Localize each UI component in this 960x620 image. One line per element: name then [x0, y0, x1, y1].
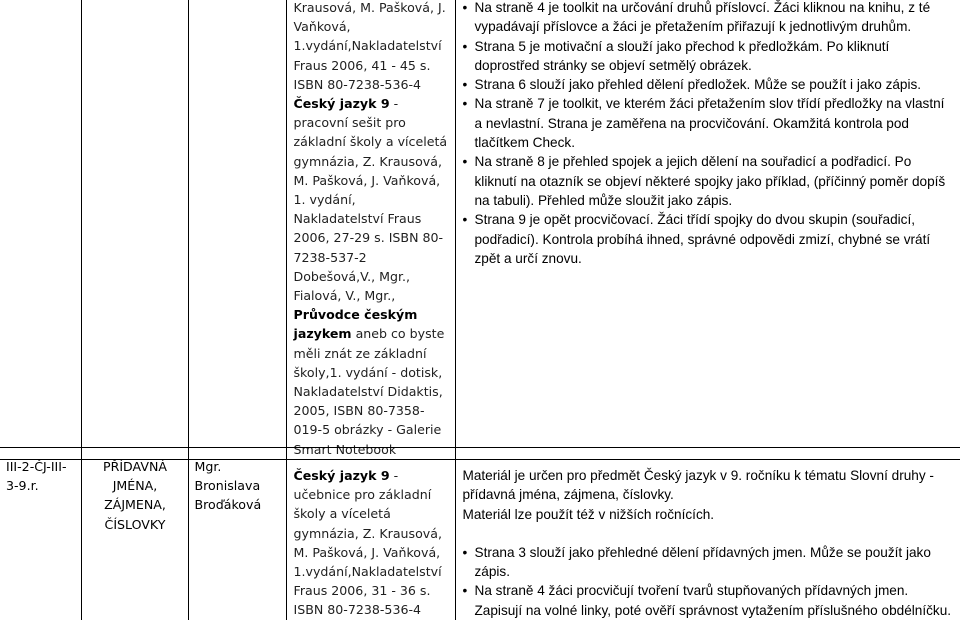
- list-item: • Na straně 7 je toolkit, ve kterém žáci přetažením slov třídí předložky na vlastní a nevlastní. Strana je zaměřena na procvičování. Okamžitá kontrola pod tlačítkem Check.: [463, 94, 956, 152]
- book-title: Český jazyk 9: [294, 468, 390, 483]
- list-item: • Strana 6 slouží jako přehled dělení předložek. Může se použít i jako zápis.: [463, 75, 956, 94]
- list-item: • Na straně 8 je přehled spojek a jejich dělení na souřadicí a podřadicí. Po kliknutí na otazník se objeví některé spojky jako příklad, (příčinný poměr dopíš na tabuli). Přehled může sloužit jako zápis.: [463, 152, 956, 210]
- description-list: [463, 543, 956, 620]
- topic-title: PŘÍDAVNÁ JMÉNA, ZÁJMENA, ČÍSLOVKY: [103, 459, 167, 532]
- intro-text: Materiál lze použít též v nižších ročnících.: [463, 505, 956, 524]
- topic-cell: [81, 0, 188, 459]
- author-cell: [188, 0, 286, 459]
- list-item: • Strana 9 je opět procvičovací. Žáci třídí spojky do dvou skupin (souřadicí, podřadicí). Kontrola probíhá ihned, správné odpovědi zmizí, chybné se vrátí zpět a určí znovu.: [463, 210, 956, 268]
- intro-text: Materiál je určen pro předmět Český jazyk v 9. ročníku k tématu Slovní druhy - přídavná jména, zájmena, číslovky.: [463, 466, 956, 505]
- topic-cell: [81, 448, 188, 620]
- source-text: - pracovní sešit pro základní školy a víceletá gymnázia, Z. Krausová, M. Pašková, J. Vaňková, 1. vydání, Nakladatelství Fraus 2006, 27-29 s. ISBN 80-7238-537-2 Dobešová,V., Mgr., Fialová, V., Mgr.,: [294, 96, 448, 303]
- source-text: Krausová, M. Pašková, J. Vaňková, 1.vydání,Nakladatelství Fraus 2006, 41 - 45 s. ISBN 80-7238-536-4: [294, 0, 446, 92]
- source-text: aneb co byste měli znát ze základní školy,1. vydání - dotisk, Nakladatelství Didaktis, 2005, ISBN 80-7358-019-5 obrázky - Galerie Smart Notebook: [294, 326, 445, 456]
- materials-table-bottom: [0, 447, 960, 620]
- code-cell: [0, 448, 81, 620]
- description-cell: [455, 0, 960, 459]
- sources-cell: [286, 0, 455, 459]
- book-title: Český jazyk 9: [294, 96, 390, 111]
- source-text: - učebnice pro základní školy a víceletá gymnázia, Z. Krausová, M. Pašková, J. Vaňková, 1.vydání,Nakladatelství Fraus 2006, 31 - 36 s. ISBN 80-7238-536-4: [294, 468, 442, 617]
- list-item: • Strana 3 slouží jako přehledné dělení přídavných jmen. Může se použít jako zápis.: [463, 543, 956, 582]
- description-cell: [455, 448, 960, 620]
- list-item: • Na straně 4 žáci procvičují tvoření tvarů stupňovaných přídavných jmen. Zapisují na volné linky, poté ověří správnost vytažením příslušného obdélníčku.: [463, 581, 956, 620]
- spacer: [463, 524, 956, 543]
- code-cell: [0, 0, 81, 459]
- book-title: Průvodce českým jazykem: [294, 307, 418, 341]
- description-list: [463, 0, 956, 268]
- list-item: • Strana 5 je motivační a slouží jako přechod k předložkám. Po kliknutí doprostřed stránky se objeví setmělý obrázek.: [463, 37, 956, 76]
- author-cell: [188, 448, 286, 620]
- table-row: [0, 448, 960, 620]
- author-name: Mgr. Bronislava Broďáková: [195, 459, 262, 512]
- material-code: III-2-ČJ-III-3-9.r.: [6, 459, 67, 493]
- sources-cell: [286, 448, 455, 620]
- list-item: • Na straně 4 je toolkit na určování druhů příslovcí. Žáci kliknou na knihu, z té vypadávají příslovce a žáci je přetažením přiřazují k jednotlivým druhům.: [463, 0, 956, 37]
